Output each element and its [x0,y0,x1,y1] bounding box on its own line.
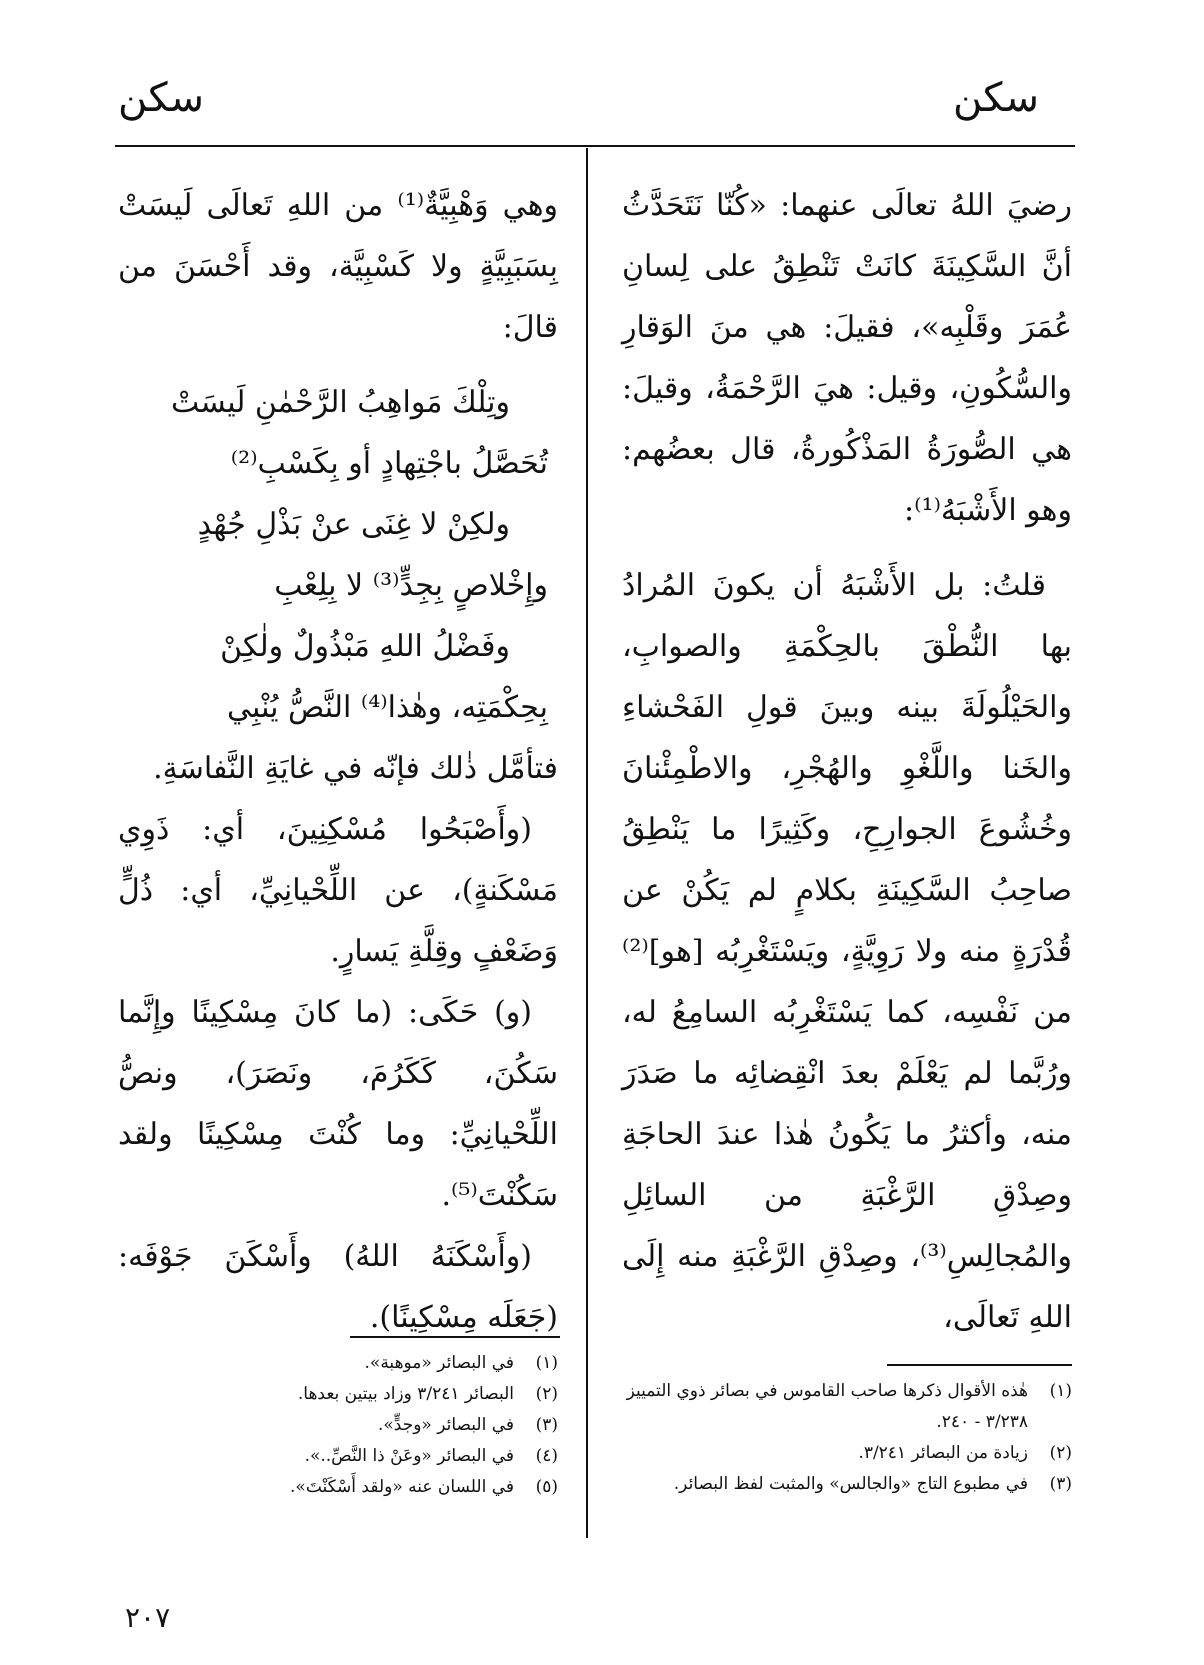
verse-line-1: وتِلْكَ مَواهِبُ الرَّحْمٰنِ لَيسَتْ [170,385,510,420]
right-paragraph-2: قلتُ: بل الأَشْبَهُ أن يكونَ المُرادُ بها النُّطْقَ بالحِكْمَةِ والصوابِ، والحَيْلُولَةَ بينه وبينَ قولِ الفَحْشاءِ والخَنا واللَّغْوِ والهُجْرِ، والاطْمِئْنانَ وخُشُوعَ الجوارِحِ، وكَثِيرًا ما يَنْطِقُ صاحِبُ السَّكِينَةِ بكلامٍ لم يَكُنْ عن قُدْرَةٍ منه ولا رَوِيَّةٍ، ويَسْتَغْرِبُه [هو]⁽²⁾ من نَفْسِه، كما يَسْتَغْرِبُه السامِعُ له، ورُبَّما لم يَعْلَمْ بعدَ انْقِضائِه ما صَدَرَ منه، وأكثرُ ما يَكُونُ هٰذا عندَ الحاجَةِ وصِدْقِ الرَّغْبَةِ من السائِلِ والمُجالِسِ⁽³⁾، وصِدْقِ الرَّغْبَةِ منه إِلَى اللهِ تَعالَى، [622,568,1072,1335]
left-paragraph-3: (وأَصْبَحُوا مُسْكِنِينَ، أي: ذَوِي مَسْكَنةٍ)، عن اللِّحْيانِيِّ، أي: ذُلٍّ وَضَعْفٍ وقِلَّةِ يَسارٍ. [118,812,558,969]
footnote-number: (٢) [1049,1443,1072,1463]
header-word-right: سكن [952,75,1039,121]
footnote-rule-left [350,1336,560,1338]
verse-line-2: تُحَصَّلُ باجْتِهادٍ أو بِكَسْبِ⁽²⁾ [230,446,548,481]
left-paragraph-5: (وأَسْكَنَهُ اللهُ) وأَسْكَنَ جَوْفَه: (جَعَلَه مِسْكِينًا). [118,1239,558,1335]
footnote-text: في البصائر «وعَنْ ذا النَّصِّ..». [304,1446,514,1466]
footnotes-left [118,1348,558,1503]
footnote-number: (١) [1049,1381,1072,1401]
right-column [622,175,1072,1348]
footnote-number: (١) [535,1353,558,1373]
footnote-text: في اللسان عنه «ولقد أَسْكَنْتَ». [290,1477,514,1497]
column-divider [586,148,588,1538]
verse-line-6: بِحِكْمَتِه، وهٰذا⁽⁴⁾ النَّصُّ يُنْبِي [227,690,548,725]
footnote [118,1441,558,1472]
footnote [118,1348,558,1379]
verse-line-5: وفَضْلُ اللهِ مَبْذُولٌ ولٰكِنْ [220,629,510,664]
footnote-number: (٢) [535,1384,558,1404]
right-paragraph-1: رضيَ اللهُ تعالَى عنهما: «كُنّا نَتَحَدَّثُ أنَّ السَّكِينَةَ كانَتْ تَنْطِقُ على لِسانِ عُمَرَ وقَلْبِه»، فقيلَ: هي منَ الوَقارِ والسُّكُونِ، وقيل: هيَ الرَّحْمَةُ، وقيلَ: هي الصُّورَةُ المَذْكُورةُ، قال بعضُهم: وهو الأَشْبَهُ⁽¹⁾: [622,188,1072,528]
header-rule [115,145,1075,147]
verse-line-3: ولكِنْ لا غِنَى عنْ بَذْلِ جُهْدٍ [197,507,510,542]
footnote-text: زيادة من البصائر ٣/٢٤١. [858,1443,1028,1463]
page-number: ٢٠٧ [125,1601,171,1634]
footnote [622,1438,1072,1469]
footnotes-right [622,1376,1072,1500]
left-paragraph-1: وهي وَهْبِيَّةٌ⁽¹⁾ من اللهِ تَعالَى لَيسَتْ بِسَبَبِيَّةٍ ولا كَسْبِيَّة، وقد أَحْسَنَ من قالَ: [118,188,558,345]
footnote-number: (٥) [535,1477,558,1497]
footnote-text: هٰذه الأقوال ذكرها صاحب القاموس في بصائر ذوي التمييز ٣/٢٣٨ - ٢٤٠. [626,1381,1028,1432]
left-paragraph-4: (و) حَكَى: (ما كانَ مِسْكِينًا وإِنَّما سَكُنَ، كَكَرُمَ، ونَصَرَ)، ونصُّ اللِّحْيانِيِّ: وما كُنْتَ مِسْكِينًا ولقد سَكُنْتَ⁽⁵⁾. [118,995,558,1213]
footnote [622,1469,1072,1500]
footnote-text: في البصائر «وجدٍّ». [377,1415,514,1435]
footnote-number: (٣) [1049,1474,1072,1494]
footnote [118,1472,558,1503]
footnote-number: (٤) [535,1446,558,1466]
footnote-text: في البصائر «موهبة». [364,1353,514,1373]
footnote-number: (٣) [535,1415,558,1435]
footnote-text: في مطبوع التاج «والجالس» والمثبت لفظ البصائر. [673,1474,1028,1494]
footnote [118,1410,558,1441]
footnote [118,1379,558,1410]
footnote [622,1376,1072,1438]
verse-line-4: وإِخْلاصٍ بِجِدٍّ⁽³⁾ لا بِلِعْبِ [274,568,548,603]
left-paragraph-2: فتأمَّل ذٰلك فإنّه في غايَةِ النَّفاسَةِ. [153,751,558,786]
header-word-left: سكن [118,75,205,121]
left-column [118,175,558,1348]
footnote-rule-right [887,1364,1072,1366]
footnote-text: البصائر ٣/٢٤١ وزاد بيتين بعدها. [297,1384,514,1404]
